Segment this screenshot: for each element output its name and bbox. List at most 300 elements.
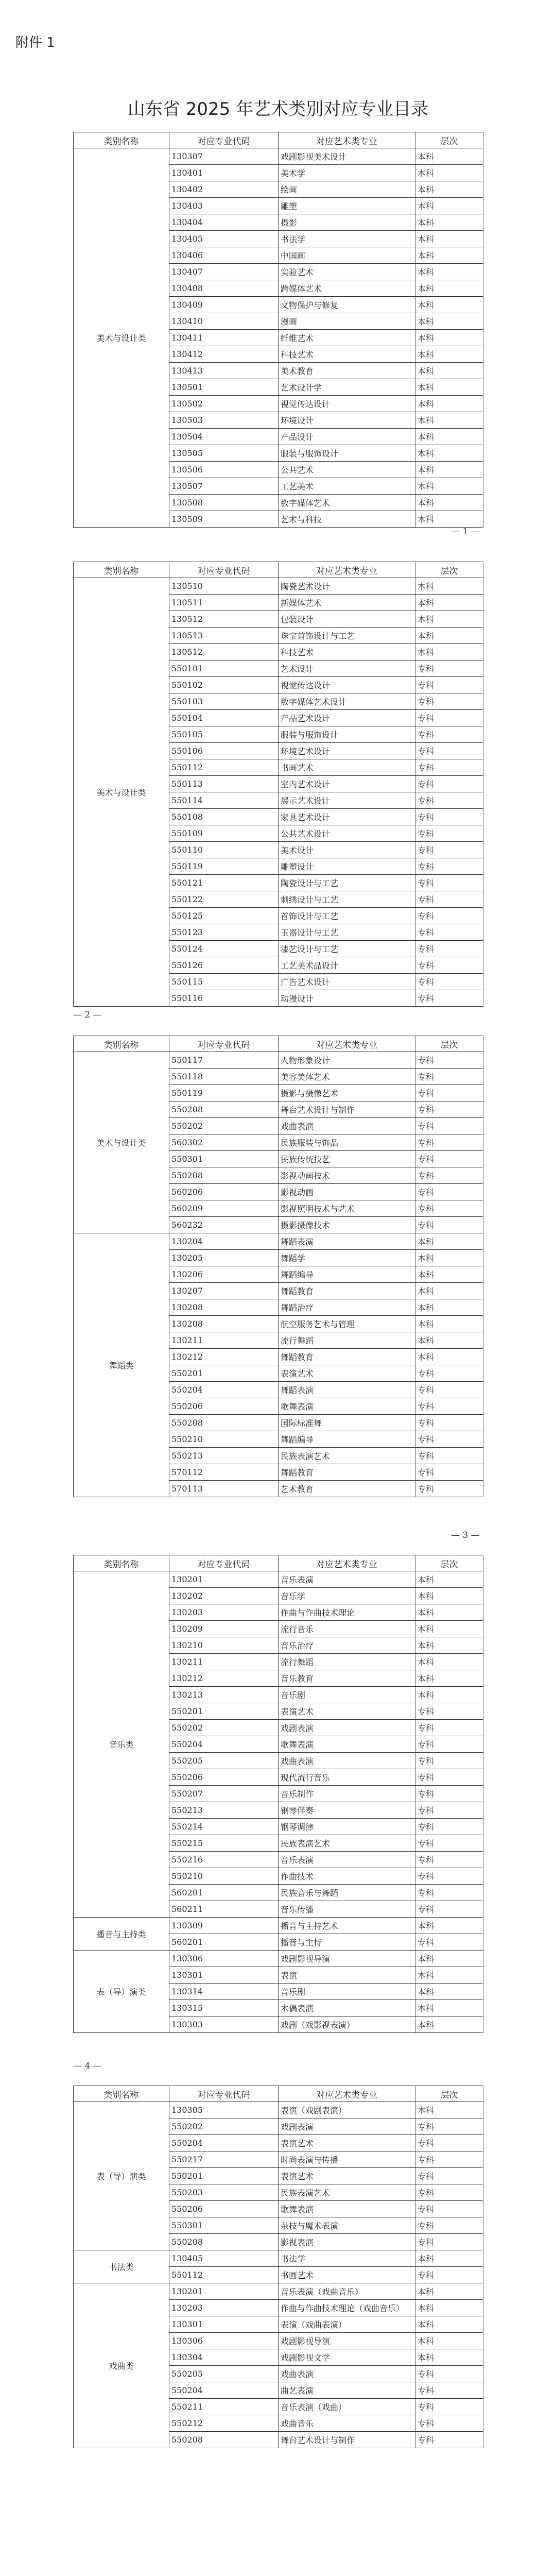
level-cell: 专科 <box>415 1481 483 1497</box>
code-cell: 550121 <box>169 875 279 891</box>
level-cell: 专科 <box>415 1167 483 1184</box>
code-cell: 130314 <box>169 1984 279 2000</box>
major-cell: 音乐教育 <box>279 1670 415 1687</box>
level-cell: 本科 <box>415 511 483 528</box>
major-cell: 影视表演 <box>279 2234 415 2250</box>
code-cell: 550126 <box>169 957 279 974</box>
major-cell: 航空服务艺术与管理 <box>279 1316 415 1332</box>
major-cell: 陶瓷艺术设计 <box>279 578 415 595</box>
level-cell: 专科 <box>415 1852 483 1868</box>
table-row <box>74 2283 483 2300</box>
major-cell: 播音与主持艺术 <box>279 1918 415 1934</box>
level-cell: 专科 <box>415 891 483 908</box>
major-table <box>73 562 483 1007</box>
level-cell: 本科 <box>415 264 483 280</box>
major-cell: 音乐表演 <box>279 1852 415 1868</box>
code-cell: 550125 <box>169 908 279 924</box>
code-cell: 130406 <box>169 247 279 264</box>
code-cell: 130209 <box>169 1621 279 1637</box>
major-cell: 舞蹈教育 <box>279 1464 415 1481</box>
level-cell: 专科 <box>415 693 483 710</box>
column-header: 层次 <box>415 562 483 578</box>
code-cell: 130509 <box>169 511 279 528</box>
major-cell: 现代流行音乐 <box>279 1769 415 1786</box>
category-cell: 音乐类 <box>74 1571 169 1918</box>
code-cell: 550108 <box>169 809 279 825</box>
major-cell: 流行音乐 <box>279 1621 415 1637</box>
major-cell: 戏曲表演 <box>279 1118 415 1134</box>
column-header: 对应专业代码 <box>169 562 279 578</box>
level-cell: 本科 <box>415 181 483 198</box>
level-cell: 专科 <box>415 842 483 858</box>
major-cell: 科技艺术 <box>279 644 415 660</box>
code-cell: 130508 <box>169 495 279 511</box>
major-cell: 音乐学 <box>279 1588 415 1604</box>
code-cell: 130507 <box>169 478 279 495</box>
table-row <box>74 2102 483 2119</box>
code-cell: 130304 <box>169 2349 279 2366</box>
column-header: 层次 <box>415 1036 483 1052</box>
level-cell: 专科 <box>415 1118 483 1134</box>
level-cell: 专科 <box>415 1101 483 1118</box>
major-cell: 作曲与作曲技术理论（戏曲音乐） <box>279 2300 415 2316</box>
major-cell: 歌舞表演 <box>279 1736 415 1753</box>
level-cell: 本科 <box>415 1250 483 1266</box>
major-cell: 戏剧影视导演 <box>279 1951 415 1967</box>
code-cell: 550214 <box>169 1819 279 1835</box>
code-cell: 130413 <box>169 363 279 379</box>
major-cell: 舞台艺术设计与制作 <box>279 1101 415 1118</box>
code-cell: 130315 <box>169 2000 279 2016</box>
code-cell: 130306 <box>169 2333 279 2349</box>
level-cell: 本科 <box>415 2283 483 2300</box>
major-cell: 公共艺术 <box>279 462 415 478</box>
major-cell: 舞蹈教育 <box>279 1283 415 1299</box>
level-cell: 专科 <box>415 1769 483 1786</box>
code-cell: 560201 <box>169 1934 279 1951</box>
code-cell: 550114 <box>169 792 279 809</box>
code-cell: 550117 <box>169 1052 279 1069</box>
code-cell: 130401 <box>169 165 279 181</box>
page-number: — 3 — <box>451 1530 480 1540</box>
table-row <box>74 578 483 595</box>
level-cell: 本科 <box>415 578 483 595</box>
code-cell: 130305 <box>169 2102 279 2119</box>
code-cell: 130212 <box>169 1670 279 1687</box>
level-cell: 专科 <box>415 1720 483 1736</box>
level-cell: 本科 <box>415 363 483 379</box>
category-cell: 戏曲类 <box>74 2283 169 2448</box>
category-cell: 舞蹈类 <box>74 1233 169 1497</box>
code-cell: 550301 <box>169 1151 279 1167</box>
code-cell: 550208 <box>169 2234 279 2250</box>
level-cell: 专科 <box>415 825 483 842</box>
table-header-row <box>74 2086 483 2102</box>
code-cell: 550210 <box>169 1431 279 1448</box>
level-cell: 本科 <box>415 1299 483 1316</box>
level-cell: 本科 <box>415 379 483 396</box>
page-number: — 2 — <box>73 1010 102 1020</box>
major-cell: 科技艺术 <box>279 346 415 363</box>
code-cell: 130412 <box>169 346 279 363</box>
major-cell: 摄影与摄像艺术 <box>279 1085 415 1101</box>
level-cell: 本科 <box>415 1621 483 1637</box>
category-cell: 表（导）演类 <box>74 1951 169 2033</box>
code-cell: 570113 <box>169 1481 279 1497</box>
major-cell: 戏曲表演 <box>279 2366 415 2382</box>
major-cell: 艺术设计 <box>279 660 415 677</box>
column-header: 对应专业代码 <box>169 1555 279 1571</box>
level-cell: 本科 <box>415 644 483 660</box>
major-cell: 影视动画 <box>279 1184 415 1200</box>
major-cell: 工艺美术品设计 <box>279 957 415 974</box>
code-cell: 550201 <box>169 1703 279 1720</box>
level-cell: 专科 <box>415 2119 483 2135</box>
major-cell: 音乐表演 <box>279 1571 415 1588</box>
column-header: 对应艺术类专业 <box>279 1555 415 1571</box>
major-cell: 作曲与作曲技术理论 <box>279 1604 415 1621</box>
level-cell: 专科 <box>415 2184 483 2201</box>
major-cell: 摄影摄像技术 <box>279 1217 415 1233</box>
code-cell: 130301 <box>169 2316 279 2333</box>
major-cell: 文物保护与修复 <box>279 297 415 313</box>
major-cell: 舞蹈治疗 <box>279 1299 415 1316</box>
level-cell: 专科 <box>415 1431 483 1448</box>
major-cell: 展示艺术设计 <box>279 792 415 809</box>
code-cell: 550119 <box>169 858 279 875</box>
page-number: — 4 — <box>73 2061 102 2071</box>
level-cell: 专科 <box>415 1184 483 1200</box>
level-cell: 本科 <box>415 462 483 478</box>
level-cell: 专科 <box>415 974 483 990</box>
level-cell: 本科 <box>415 247 483 264</box>
level-cell: 专科 <box>415 1835 483 1852</box>
major-cell: 音乐剧 <box>279 1687 415 1703</box>
level-cell: 本科 <box>415 330 483 346</box>
level-cell: 专科 <box>415 1200 483 1217</box>
level-cell: 本科 <box>415 1571 483 1588</box>
level-cell: 本科 <box>415 1984 483 2000</box>
table-page-1 <box>73 132 483 528</box>
major-cell: 民族表演艺术 <box>279 2184 415 2201</box>
code-cell: 130404 <box>169 214 279 231</box>
level-cell: 本科 <box>415 1283 483 1299</box>
major-cell: 珠宝首饰设计与工艺 <box>279 628 415 644</box>
major-cell: 民族音乐与舞蹈 <box>279 1885 415 1901</box>
major-cell: 纤维艺术 <box>279 330 415 346</box>
level-cell: 专科 <box>415 2151 483 2168</box>
level-cell: 本科 <box>415 595 483 611</box>
level-cell: 本科 <box>415 611 483 628</box>
major-cell: 钢琴调律 <box>279 1819 415 1835</box>
code-cell: 550118 <box>169 1069 279 1085</box>
level-cell: 专科 <box>415 2415 483 2432</box>
code-cell: 130510 <box>169 578 279 595</box>
table-header-row <box>74 1036 483 1052</box>
level-cell: 专科 <box>415 2382 483 2399</box>
major-cell: 服装与服饰设计 <box>279 445 415 462</box>
level-cell: 本科 <box>415 478 483 495</box>
level-cell: 专科 <box>415 924 483 941</box>
level-cell: 专科 <box>415 1151 483 1167</box>
major-cell: 戏曲表演 <box>279 1753 415 1769</box>
level-cell: 专科 <box>415 743 483 759</box>
code-cell: 550204 <box>169 1382 279 1398</box>
major-cell: 民族表演艺术 <box>279 1835 415 1852</box>
major-cell: 人物形象设计 <box>279 1052 415 1069</box>
code-cell: 550202 <box>169 1118 279 1134</box>
level-cell: 专科 <box>415 1753 483 1769</box>
column-header: 层次 <box>415 132 483 148</box>
level-cell: 专科 <box>415 1382 483 1398</box>
major-cell: 室内艺术设计 <box>279 776 415 792</box>
code-cell: 550217 <box>169 2151 279 2168</box>
column-header: 类别名称 <box>74 1555 169 1571</box>
level-cell: 专科 <box>415 759 483 776</box>
major-cell: 国际标准舞 <box>279 1415 415 1431</box>
major-cell: 流行舞蹈 <box>279 1654 415 1670</box>
major-cell: 书画艺术 <box>279 2267 415 2283</box>
column-header: 对应专业代码 <box>169 2086 279 2102</box>
major-cell: 戏剧（戏影视表演） <box>279 2016 415 2033</box>
major-cell: 音乐表演（戏曲） <box>279 2399 415 2415</box>
code-cell: 550112 <box>169 759 279 776</box>
code-cell: 130201 <box>169 1571 279 1588</box>
column-header: 对应艺术类专业 <box>279 2086 415 2102</box>
major-table <box>73 1036 483 1497</box>
level-cell: 专科 <box>415 677 483 693</box>
code-cell: 550106 <box>169 743 279 759</box>
major-cell: 视觉传达设计 <box>279 396 415 412</box>
major-cell: 表演艺术 <box>279 1365 415 1382</box>
major-cell: 歌舞表演 <box>279 1398 415 1415</box>
level-cell: 专科 <box>415 875 483 891</box>
code-cell: 130501 <box>169 379 279 396</box>
table-header-row <box>74 562 483 578</box>
level-cell: 专科 <box>415 1085 483 1101</box>
code-cell: 130512 <box>169 611 279 628</box>
level-cell: 专科 <box>415 726 483 743</box>
level-cell: 本科 <box>415 346 483 363</box>
code-cell: 130407 <box>169 264 279 280</box>
major-cell: 戏剧影视文学 <box>279 2349 415 2366</box>
level-cell: 本科 <box>415 2316 483 2333</box>
code-cell: 550203 <box>169 2184 279 2201</box>
major-cell: 歌舞表演 <box>279 2201 415 2217</box>
major-cell: 表演 <box>279 1967 415 1984</box>
code-cell: 130206 <box>169 1266 279 1283</box>
level-cell: 专科 <box>415 1885 483 1901</box>
code-cell: 130203 <box>169 1604 279 1621</box>
table-page-2 <box>73 562 483 1007</box>
code-cell: 560201 <box>169 1885 279 1901</box>
level-cell: 专科 <box>415 1398 483 1415</box>
code-cell: 130211 <box>169 1654 279 1670</box>
level-cell: 本科 <box>415 396 483 412</box>
major-cell: 美容美体艺术 <box>279 1069 415 1085</box>
code-cell: 550208 <box>169 2432 279 2448</box>
major-cell: 作曲技术 <box>279 1868 415 1885</box>
code-cell: 560302 <box>169 1134 279 1151</box>
code-cell: 550208 <box>169 1415 279 1431</box>
category-cell: 表（导）演类 <box>74 2102 169 2250</box>
attachment-label: 附件 1 <box>15 35 55 50</box>
major-cell: 舞蹈表演 <box>279 1233 415 1250</box>
major-cell: 戏剧影视导演 <box>279 2333 415 2349</box>
code-cell: 130212 <box>169 1349 279 1365</box>
column-header: 对应专业代码 <box>169 1036 279 1052</box>
code-cell: 550206 <box>169 2201 279 2217</box>
code-cell: 130208 <box>169 1299 279 1316</box>
code-cell: 550204 <box>169 2382 279 2399</box>
level-cell: 本科 <box>415 1967 483 1984</box>
major-cell: 表演（戏曲表演） <box>279 2316 415 2333</box>
code-cell: 130309 <box>169 1918 279 1934</box>
level-cell: 本科 <box>415 214 483 231</box>
level-cell: 本科 <box>415 2333 483 2349</box>
major-cell: 播音与主持 <box>279 1934 415 1951</box>
code-cell: 550112 <box>169 2267 279 2283</box>
code-cell: 560209 <box>169 1200 279 1217</box>
major-cell: 木偶表演 <box>279 2000 415 2016</box>
code-cell: 130213 <box>169 1687 279 1703</box>
code-cell: 550213 <box>169 1448 279 1464</box>
code-cell: 130505 <box>169 445 279 462</box>
code-cell: 550204 <box>169 1736 279 1753</box>
major-cell: 产品艺术设计 <box>279 710 415 726</box>
major-cell: 数字媒体艺术 <box>279 495 415 511</box>
code-cell: 130504 <box>169 429 279 445</box>
table-row <box>74 1052 483 1069</box>
level-cell: 专科 <box>415 1786 483 1802</box>
code-cell: 550122 <box>169 891 279 908</box>
level-cell: 本科 <box>415 2250 483 2267</box>
level-cell: 本科 <box>415 2300 483 2316</box>
major-cell: 玉器设计与工艺 <box>279 924 415 941</box>
code-cell: 550210 <box>169 1868 279 1885</box>
column-header: 类别名称 <box>74 2086 169 2102</box>
level-cell: 本科 <box>415 1233 483 1250</box>
major-cell: 音乐剧 <box>279 1984 415 2000</box>
table-row <box>74 1571 483 1588</box>
code-cell: 550124 <box>169 941 279 957</box>
level-cell: 专科 <box>415 809 483 825</box>
code-cell: 550202 <box>169 1720 279 1736</box>
level-cell: 专科 <box>415 1069 483 1085</box>
major-cell: 书法学 <box>279 2250 415 2267</box>
major-cell: 戏剧表演 <box>279 1720 415 1736</box>
code-cell: 550105 <box>169 726 279 743</box>
table-row <box>74 1951 483 1967</box>
major-cell: 舞蹈学 <box>279 1250 415 1266</box>
level-cell: 本科 <box>415 1654 483 1670</box>
level-cell: 专科 <box>415 1448 483 1464</box>
major-cell: 戏曲音乐 <box>279 2415 415 2432</box>
code-cell: 130202 <box>169 1588 279 1604</box>
page-number: — 1 — <box>451 527 480 537</box>
code-cell: 130301 <box>169 1967 279 1984</box>
code-cell: 130403 <box>169 198 279 214</box>
major-cell: 音乐传播 <box>279 1901 415 1918</box>
level-cell: 专科 <box>415 2168 483 2184</box>
major-cell: 表演艺术 <box>279 2135 415 2151</box>
level-cell: 本科 <box>415 231 483 247</box>
level-cell: 专科 <box>415 2201 483 2217</box>
level-cell: 本科 <box>415 495 483 511</box>
level-cell: 专科 <box>415 1802 483 1819</box>
level-cell: 本科 <box>415 165 483 181</box>
major-cell: 环境设计 <box>279 412 415 429</box>
level-cell: 本科 <box>415 1316 483 1332</box>
code-cell: 550123 <box>169 924 279 941</box>
major-cell: 钢琴伴奏 <box>279 1802 415 1819</box>
code-cell: 130409 <box>169 297 279 313</box>
level-cell: 本科 <box>415 2102 483 2119</box>
code-cell: 550205 <box>169 2366 279 2382</box>
level-cell: 本科 <box>415 280 483 297</box>
level-cell: 本科 <box>415 1349 483 1365</box>
major-cell: 民族表演艺术 <box>279 1448 415 1464</box>
level-cell: 专科 <box>415 1703 483 1720</box>
major-cell: 工艺美术 <box>279 478 415 495</box>
code-cell: 130405 <box>169 231 279 247</box>
major-cell: 民族传统技艺 <box>279 1151 415 1167</box>
level-cell: 专科 <box>415 908 483 924</box>
level-cell: 专科 <box>415 1217 483 1233</box>
major-cell: 雕塑设计 <box>279 858 415 875</box>
major-cell: 摄影 <box>279 214 415 231</box>
code-cell: 130513 <box>169 628 279 644</box>
code-cell: 130201 <box>169 2283 279 2300</box>
major-cell: 曲艺表演 <box>279 2382 415 2399</box>
code-cell: 550104 <box>169 710 279 726</box>
major-cell: 中国画 <box>279 247 415 264</box>
level-cell: 专科 <box>415 710 483 726</box>
level-cell: 本科 <box>415 2000 483 2016</box>
code-cell: 130410 <box>169 313 279 330</box>
major-cell: 首饰设计与工艺 <box>279 908 415 924</box>
code-cell: 130207 <box>169 1283 279 1299</box>
code-cell: 550103 <box>169 693 279 710</box>
code-cell: 550206 <box>169 1769 279 1786</box>
code-cell: 130503 <box>169 412 279 429</box>
major-cell: 家具艺术设计 <box>279 809 415 825</box>
major-cell: 实验艺术 <box>279 264 415 280</box>
level-cell: 专科 <box>415 990 483 1007</box>
major-table <box>73 1555 483 2033</box>
code-cell: 130306 <box>169 1951 279 1967</box>
major-cell: 广告艺术设计 <box>279 974 415 990</box>
major-cell: 视觉传达设计 <box>279 677 415 693</box>
major-cell: 服装与服饰设计 <box>279 726 415 743</box>
code-cell: 550202 <box>169 2119 279 2135</box>
column-header: 对应艺术类专业 <box>279 562 415 578</box>
column-header: 类别名称 <box>74 562 169 578</box>
major-cell: 影视照明技术与艺术 <box>279 1200 415 1217</box>
major-cell: 跨媒体艺术 <box>279 280 415 297</box>
major-cell: 刺绣设计与工艺 <box>279 891 415 908</box>
level-cell: 专科 <box>415 2366 483 2382</box>
level-cell: 专科 <box>415 957 483 974</box>
level-cell: 专科 <box>415 2267 483 2283</box>
major-cell: 艺术设计学 <box>279 379 415 396</box>
level-cell: 专科 <box>415 1464 483 1481</box>
major-cell: 美术教育 <box>279 363 415 379</box>
category-cell: 美术与设计类 <box>74 578 169 1007</box>
code-cell: 550110 <box>169 842 279 858</box>
level-cell: 专科 <box>415 858 483 875</box>
major-cell: 新媒体艺术 <box>279 595 415 611</box>
